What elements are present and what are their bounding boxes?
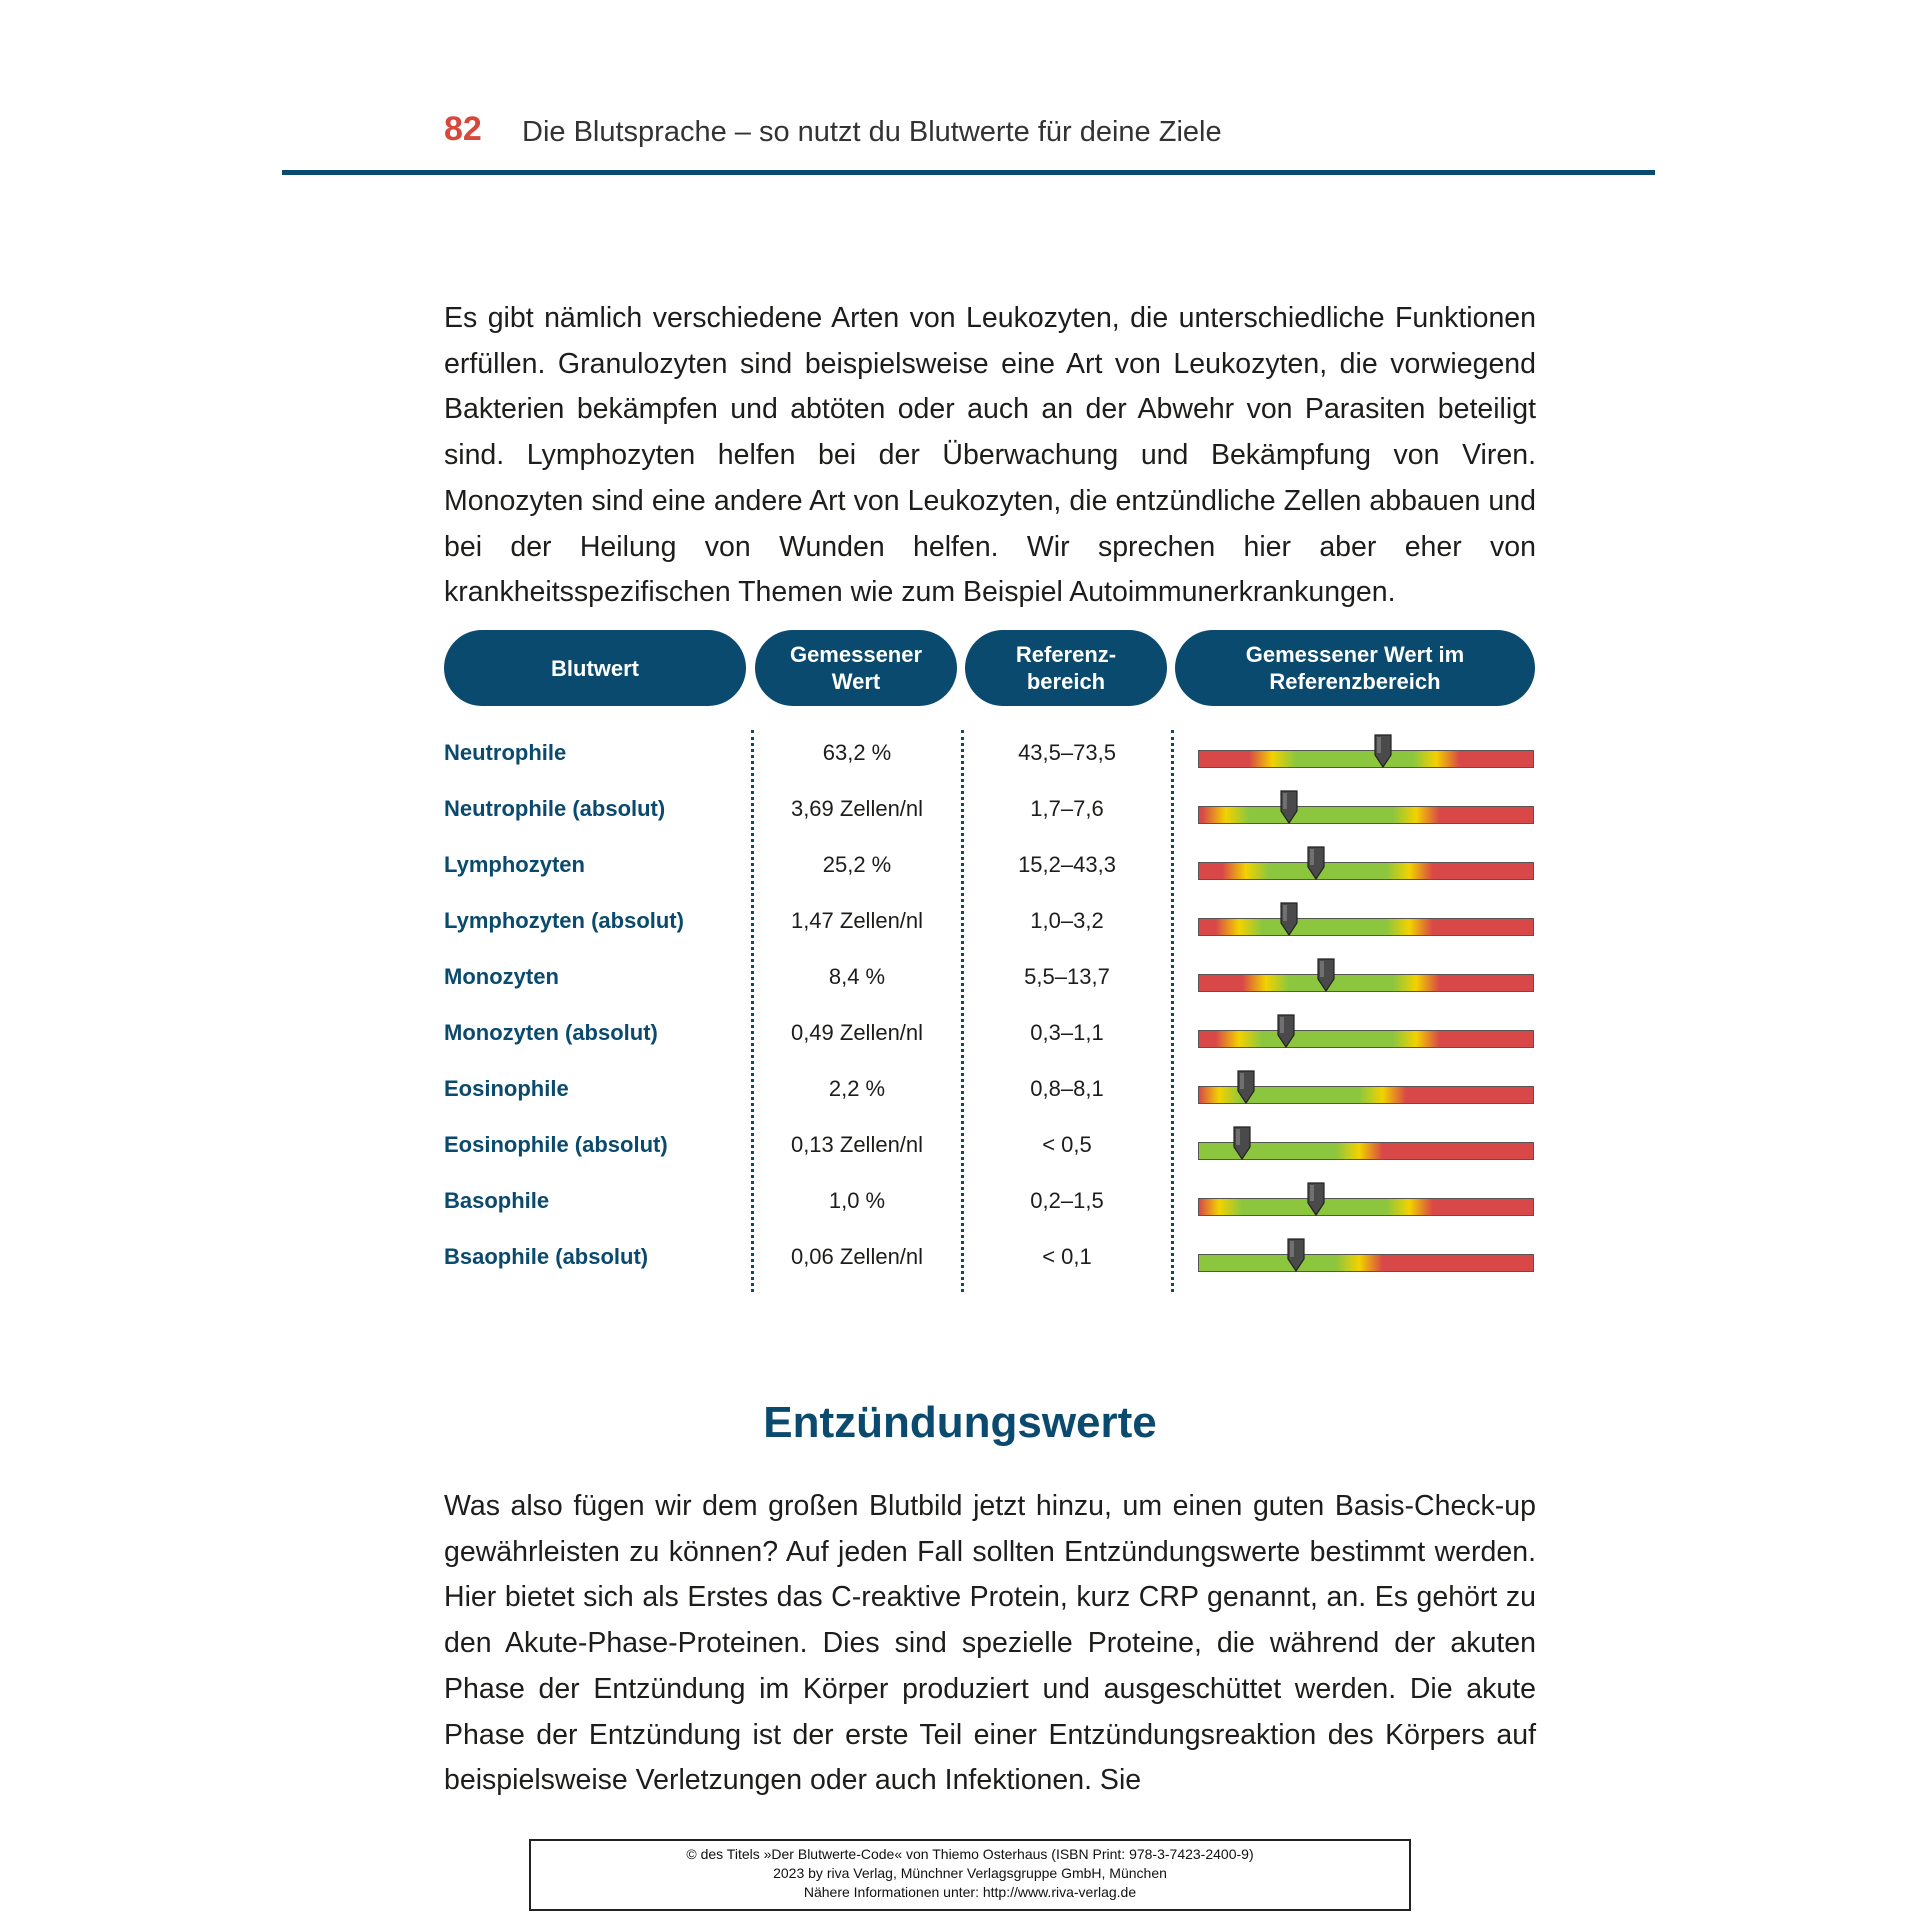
reference-gauge bbox=[1198, 750, 1534, 768]
table-row bbox=[0, 1010, 1920, 1066]
table-row bbox=[0, 730, 1920, 786]
measured-value: 8,4 % bbox=[828, 964, 886, 989]
reference-gauge bbox=[1198, 1254, 1534, 1272]
reference-range: 0,2–1,5 bbox=[1030, 1188, 1104, 1213]
measured-value: 25,2 % bbox=[822, 852, 892, 877]
reference-range: 15,2–43,3 bbox=[1018, 852, 1116, 877]
table-row bbox=[0, 898, 1920, 954]
body-paragraph: Was also fügen wir dem großen Blutbild jetzt hinzu, um einen guten Basis-Check-up gewährleisten zu können? Auf jeden Fall sollten Entzündungswerte bestimmt werden. Hier bietet sich als Erstes das C-reaktive Protein, kurz CRP genannt, an. Es gehört zu den Akute-Phase-Proteinen. Dies sind spezielle Proteine, die während der akuten Phase der Entzündung im Körper produziert und ausgeschüttet werden. Die akute Phase der Entzündung ist der erste Teil einer Entzündungsreaktion des Körpers auf beispielsweise Verletzungen oder auch Infektionen. Sie bbox=[444, 1490, 1536, 1797]
table-row bbox=[0, 1122, 1920, 1178]
blood-value-name: Monozyten bbox=[444, 964, 559, 989]
table-header-gemessener-wert: Gemessener Wert bbox=[755, 630, 957, 706]
table-header-referenzbereich: Referenz- bereich bbox=[965, 630, 1167, 706]
blood-value-name: Lymphozyten bbox=[444, 852, 585, 877]
blood-value-name: Neutrophile (absolut) bbox=[444, 796, 666, 821]
copyright-line: 2023 by riva Verlag, Münchner Verlagsgruppe GmbH, München bbox=[773, 1865, 1167, 1881]
measured-value: 63,2 % bbox=[822, 740, 892, 765]
page-number: 82 bbox=[444, 110, 482, 148]
blood-value-name: Bsaophile (absolut) bbox=[444, 1244, 649, 1269]
reference-range: 1,0–3,2 bbox=[1030, 908, 1104, 933]
blood-value-name: Lymphozyten (absolut) bbox=[444, 908, 684, 933]
reference-range: 5,5–13,7 bbox=[1024, 964, 1110, 989]
reference-gauge bbox=[1198, 1142, 1534, 1160]
measured-value: 3,69 Zellen/nl bbox=[790, 796, 924, 821]
copyright-line: Nähere Informationen unter: http://www.riva-verlag.de bbox=[803, 1884, 1137, 1900]
measured-value: 0,49 Zellen/nl bbox=[790, 1020, 924, 1045]
reference-gauge bbox=[1198, 1086, 1534, 1104]
measured-value: 2,2 % bbox=[828, 1076, 886, 1101]
reference-range: 0,8–8,1 bbox=[1030, 1076, 1104, 1101]
blood-value-name: Eosinophile bbox=[444, 1076, 569, 1101]
reference-gauge bbox=[1198, 862, 1534, 880]
header-rule bbox=[282, 170, 1655, 175]
table-row bbox=[0, 842, 1920, 898]
intro-paragraph: Es gibt nämlich verschiedene Arten von Leukozyten, die unterschiedliche Funktionen erfüllen. Granulozyten sind beispielsweise eine Art von Leukozyten, die vorwiegend Bakterien bekämpfen und abtöten oder auch an der Abwehr von Parasiten beteiligt sind. Lymphozyten helfen bei der Überwachung und Bekämpfung von Viren. Monozyten sind eine andere Art von Leukozyten, die entzündliche Zellen abbauen und bei der Heilung von Wunden helfen. Wir sprechen hier aber eher von krankheitsspezifischen Themen wie zum Beispiel Autoimmunerkrankungen. bbox=[444, 302, 1536, 609]
copyright-box bbox=[529, 1839, 1411, 1911]
table-row bbox=[0, 1234, 1920, 1290]
measured-value: 1,47 Zellen/nl bbox=[790, 908, 924, 933]
table-row bbox=[0, 786, 1920, 842]
table-row bbox=[0, 1178, 1920, 1234]
blood-value-name: Neutrophile bbox=[444, 740, 567, 765]
reference-range: 43,5–73,5 bbox=[1018, 740, 1116, 765]
blood-value-name: Eosinophile (absolut) bbox=[444, 1132, 668, 1157]
measured-value: 0,06 Zellen/nl bbox=[790, 1244, 924, 1269]
section-title: Entzündungswerte bbox=[763, 1398, 1157, 1447]
measured-value: 1,0 % bbox=[828, 1188, 886, 1213]
reference-range: 1,7–7,6 bbox=[1030, 796, 1104, 821]
copyright-line: © des Titels »Der Blutwerte-Code« von Thiemo Osterhaus (ISBN Print: 978-3-7423-2400-9) bbox=[686, 1846, 1254, 1862]
reference-gauge bbox=[1198, 918, 1534, 936]
blood-value-name: Basophile bbox=[444, 1188, 550, 1213]
page-header bbox=[444, 108, 1654, 178]
table-header-blutwert: Blutwert bbox=[444, 630, 746, 706]
blood-value-name: Monozyten (absolut) bbox=[444, 1020, 658, 1045]
table-header-gauge: Gemessener Wert im Referenzbereich bbox=[1175, 630, 1535, 706]
reference-range: 0,3–1,1 bbox=[1030, 1020, 1104, 1045]
reference-range: < 0,5 bbox=[1042, 1132, 1092, 1157]
measured-value: 0,13 Zellen/nl bbox=[790, 1132, 924, 1157]
reference-gauge bbox=[1198, 1030, 1534, 1048]
reference-gauge bbox=[1198, 806, 1534, 824]
table-row bbox=[0, 954, 1920, 1010]
reference-gauge bbox=[1198, 1198, 1534, 1216]
running-title: Die Blutsprache – so nutzt du Blutwerte für deine Ziele bbox=[522, 116, 1222, 148]
reference-gauge bbox=[1198, 974, 1534, 992]
reference-range: < 0,1 bbox=[1042, 1244, 1092, 1269]
table-row bbox=[0, 1066, 1920, 1122]
